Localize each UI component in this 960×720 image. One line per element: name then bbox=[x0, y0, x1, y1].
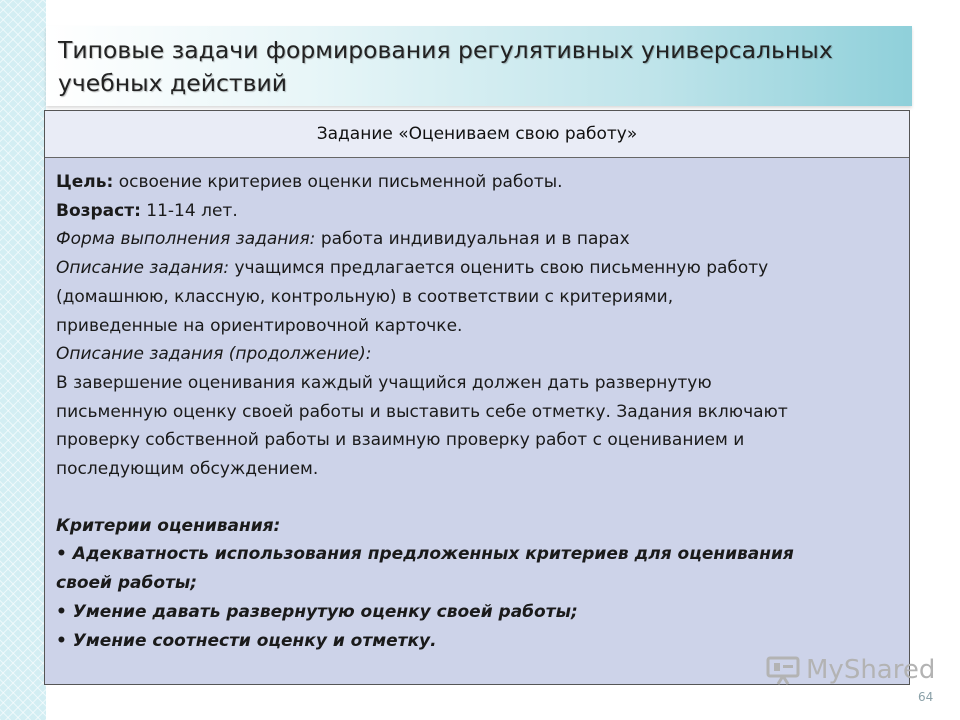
criterion-2: • Умение давать развернутую оценку своей работы; bbox=[56, 601, 578, 622]
goal-label: Цель: bbox=[56, 172, 114, 192]
page-number: 64 bbox=[918, 690, 934, 704]
age-label: Возраст: bbox=[56, 200, 141, 221]
task-body bbox=[45, 158, 909, 655]
goal-line bbox=[56, 168, 909, 197]
watermark bbox=[766, 655, 935, 685]
watermark-text: MyShared bbox=[806, 655, 936, 685]
continued-line-4: последующим обсуждением. bbox=[56, 459, 319, 480]
age-text: 11-14 лет. bbox=[140, 200, 238, 221]
presentation-board-icon bbox=[766, 655, 800, 685]
criterion-1-line-2: своей работы; bbox=[56, 573, 198, 594]
spacer bbox=[56, 484, 909, 512]
description-line-2: (домашнюю, классную, контрольную) в соответствии с критериями, bbox=[56, 286, 674, 307]
age-line bbox=[56, 197, 909, 226]
criterion-1-line-1: • Адекватность использования предложенных критериев для оценивания bbox=[56, 544, 794, 565]
form-label: Форма выполнения задания: bbox=[56, 229, 316, 250]
continued-line-2: письменную оценку своей работы и выставить себе отметку. Задания включают bbox=[56, 401, 788, 422]
form-line bbox=[56, 225, 909, 254]
description-line-1 bbox=[56, 254, 909, 283]
description-text-1: учащимся предлагается оценить свою письменную работу bbox=[229, 258, 769, 279]
description-line-3: приведенные на ориентировочной карточке. bbox=[56, 315, 463, 336]
description-continued-label: Описание задания (продолжение): bbox=[56, 344, 372, 365]
task-header: Задание «Оцениваем свою работу» bbox=[45, 111, 909, 158]
criteria-label: Критерии оценивания: bbox=[56, 515, 281, 536]
description-label: Описание задания: bbox=[56, 258, 230, 279]
goal-text: освоение критериев оценки письменной работы. bbox=[113, 172, 563, 192]
continued-line-1: В завершение оценивания каждый учащийся должен дать развернутую bbox=[56, 372, 712, 393]
task-table bbox=[44, 110, 910, 685]
continued-line-3: проверку собственной работы и взаимную проверку работ с оцениванием и bbox=[56, 430, 745, 451]
criterion-3: • Умение соотнести оценку и отметку. bbox=[56, 630, 437, 651]
decorative-side-pattern bbox=[0, 0, 46, 720]
slide-title: Типовые задачи формирования регулятивных универсальных учебных действий bbox=[58, 36, 833, 97]
form-text: работа индивидуальная и в парах bbox=[315, 229, 630, 250]
